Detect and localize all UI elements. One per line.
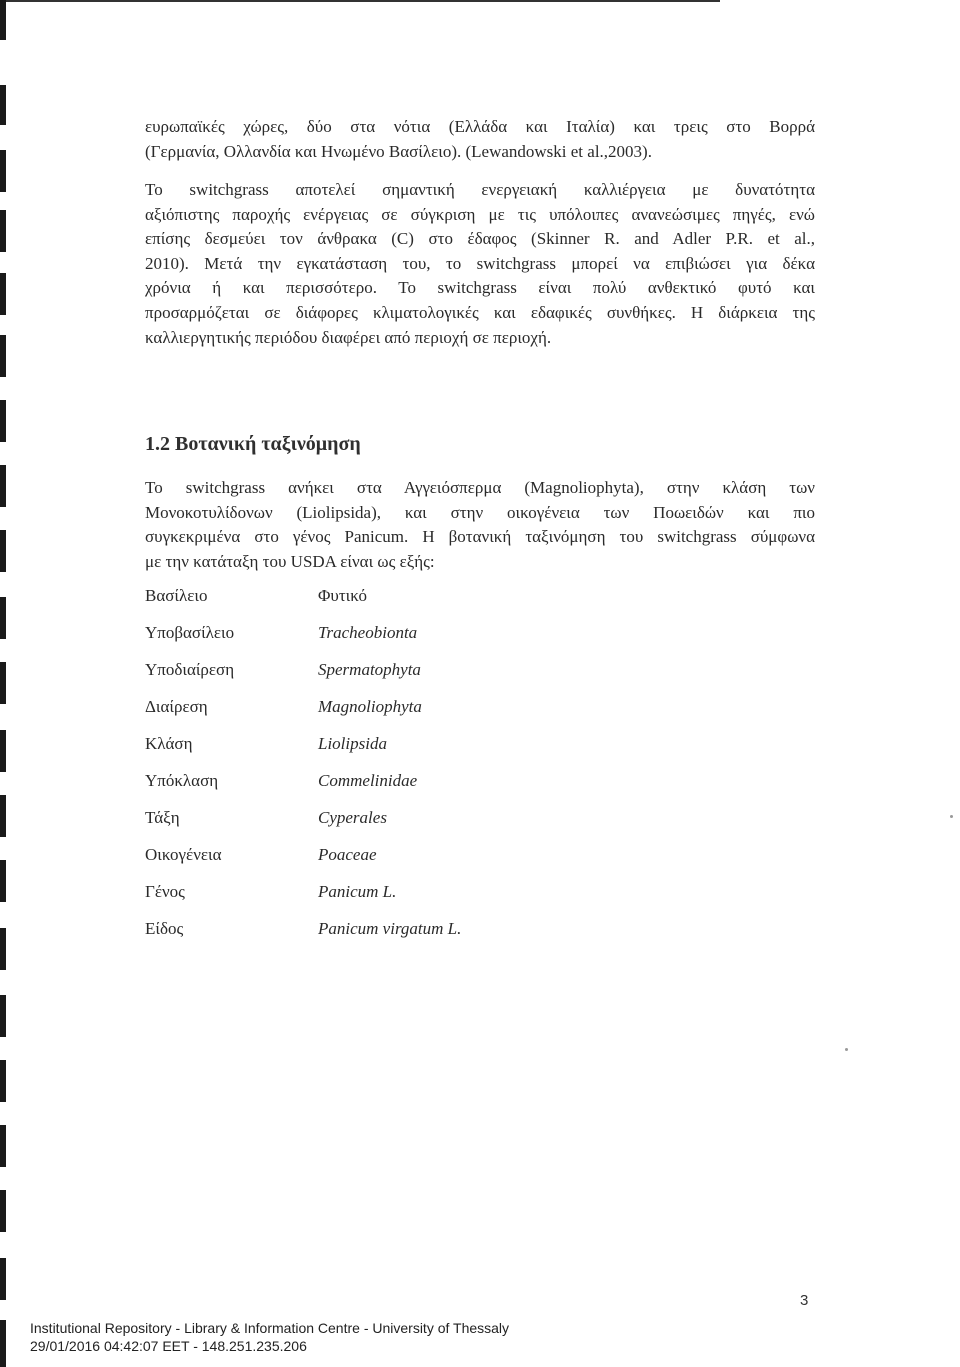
taxonomy-name: Liolipsida [318, 734, 387, 753]
text-line: Μονοκοτυλίδονων (Liolipsida), και στην οικογένεια των Ποωειδών και πιο [145, 502, 815, 522]
taxonomy-name: Magnoliophyta [318, 697, 422, 716]
taxonomy-row [145, 734, 645, 758]
text-line: προσαρμόζεται σε διάφορες κλιματολογικές και εδαφικές συνθήκες. Η διάρκεια της [145, 302, 815, 322]
paragraph-taxonomy-intro [145, 476, 815, 574]
binding-mark [0, 400, 6, 442]
taxonomy-rank: Τάξη [145, 808, 180, 827]
taxonomy-name: Commelinidae [318, 771, 418, 790]
text-line: χρόνια ή και περισσότερο. Το switchgrass είναι πολύ ανθεκτικό φυτό και [145, 278, 815, 298]
scan-speck [950, 815, 953, 818]
taxonomy-row [145, 623, 645, 647]
paragraph-intro [145, 115, 815, 164]
binding-mark [0, 860, 6, 902]
binding-mark [0, 85, 6, 125]
binding-mark [0, 1258, 6, 1300]
binding-mark [0, 273, 6, 315]
scan-speck [845, 1048, 848, 1051]
taxonomy-rank: Είδος [145, 919, 184, 938]
binding-mark [0, 795, 6, 837]
text-line: καλλιεργητικής περιόδου διαφέρει από περιοχή σε περιοχή. [145, 327, 552, 347]
binding-mark [0, 335, 6, 377]
section-heading: 1.2 Βοτανική ταξινόμηση [145, 433, 361, 455]
page-number: 3 [800, 1292, 809, 1309]
text-line: αξιόπιστης παροχής ενέργειας σε σύγκριση με τις υπόλοιπες ανανεώσιμες πηγές, ενώ [145, 204, 815, 224]
taxonomy-name: Tracheobionta [318, 623, 418, 642]
binding-mark [0, 150, 6, 192]
taxonomy-name: Spermatophyta [318, 660, 421, 679]
taxonomy-name: Panicum L. [318, 882, 397, 901]
text-line: Το switchgrass ανήκει στα Αγγειόσπερμα (Magnoliophyta), στην κλάση των [145, 478, 815, 497]
binding-mark [0, 597, 6, 639]
taxonomy-rank: Βασίλειο [145, 586, 208, 605]
binding-mark [0, 530, 6, 572]
binding-mark [0, 662, 6, 704]
binding-mark [0, 1060, 6, 1102]
taxonomy-rank: Υποδιαίρεση [145, 660, 235, 679]
taxonomy-rank: Υποβασίλειο [145, 623, 235, 642]
taxonomy-rank: Διαίρεση [145, 697, 208, 716]
binding-mark [0, 730, 6, 772]
text-line: 2010). Μετά την εγκατάσταση του, το switchgrass μπορεί να επιβιώσει για δέκα [145, 253, 815, 273]
text-line: Το switchgrass αποτελεί σημαντική ενεργειακή καλλιέργεια με δυνατότητα [145, 180, 815, 199]
taxonomy-rank: Γένος [145, 882, 185, 901]
taxonomy-row [145, 808, 645, 832]
binding-mark [0, 210, 6, 252]
taxonomy-row [145, 586, 645, 610]
footer-repository: Institutional Repository - Library & Information Centre - University of Thessaly [30, 1320, 510, 1336]
text-line: επίσης δεσμεύει τον άνθρακα (C) στο έδαφος (Skinner R. and Adler P.R. et al., [145, 229, 815, 249]
taxonomy-row [145, 845, 645, 869]
text-line: με την κατάταξη του USDA είναι ως εξής: [145, 551, 435, 571]
taxonomy-name: Poaceae [318, 845, 377, 864]
taxonomy-row [145, 771, 645, 795]
taxonomy-name: Panicum virgatum L. [318, 919, 462, 938]
text-line: (Γερμανία, Ολλανδία και Ηνωμένο Βασίλειο). (Lewandowski et al.,2003). [145, 141, 652, 161]
text-line: ευρωπαϊκές χώρες, δύο στα νότια (Ελλάδα και Ιταλία) και τρεις στο Βορρά [145, 117, 815, 136]
taxonomy-name: Cyperales [318, 808, 387, 827]
binding-mark [0, 0, 6, 40]
paragraph-switchgrass-energy [145, 178, 815, 350]
binding-mark [0, 1125, 6, 1167]
taxonomy-row [145, 882, 645, 906]
footer-timestamp: 29/01/2016 04:42:07 EET - 148.251.235.206 [30, 1338, 307, 1354]
taxonomy-rank: Οικογένεια [145, 845, 222, 864]
binding-mark [0, 995, 6, 1037]
binding-mark [0, 465, 6, 507]
binding-mark [0, 928, 6, 970]
text-line: συγκεκριμένα στο γένος Panicum. Η βοτανική ταξινόμηση του switchgrass σύμφωνα [145, 527, 815, 547]
taxonomy-rank: Υπόκλαση [145, 771, 219, 790]
taxonomy-row [145, 697, 645, 721]
binding-mark [0, 1320, 6, 1367]
binding-mark [0, 1190, 6, 1232]
taxonomy-name: Φυτικό [318, 586, 367, 605]
taxonomy-row [145, 919, 645, 943]
top-rule [0, 0, 720, 2]
taxonomy-row [145, 660, 645, 684]
taxonomy-rank: Κλάση [145, 734, 193, 753]
